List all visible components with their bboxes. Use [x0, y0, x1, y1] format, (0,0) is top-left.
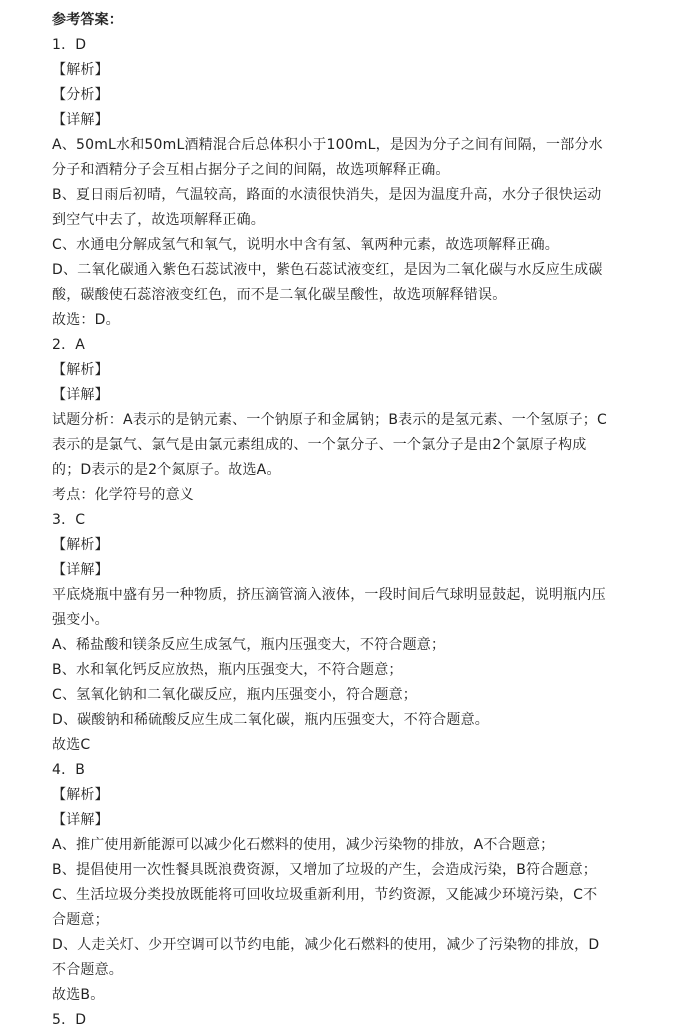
text-line: 不合题意。: [52, 962, 123, 978]
detail-tag: 【详解】: [52, 812, 109, 828]
text-line: 表示的是氯气、氯气是由氯元素组成的、一个氯分子、一个氯分子是由2个氯原子构成: [52, 437, 587, 453]
detail-tag: 【详解】: [52, 112, 109, 128]
text-line: A、推广使用新能源可以减少化石燃料的使用，减少污染物的排放，A不合题意；: [52, 837, 555, 853]
text-line: 试题分析：A表示的是钠元素、一个钠原子和金属钠；B表示的是氢元素、一个氢原子；C: [52, 412, 607, 428]
question-number-4: 4．B: [52, 762, 86, 778]
question-number-5: 5．D: [52, 1012, 87, 1028]
answer-choice: 故选C: [52, 737, 91, 753]
text-line: 考点：化学符号的意义: [52, 487, 194, 503]
detail-tag: 【详解】: [52, 387, 109, 403]
text-line: C、水通电分解成氢气和氧气，说明水中含有氢、氧两种元素，故选项解释正确。: [52, 237, 559, 253]
text-line: 合题意；: [52, 912, 109, 928]
text-line: A、50mL水和50mL酒精混合后总体积小于100mL，是因为分子之间有间隔，一部分水: [52, 137, 603, 153]
text-line: C、生活垃圾分类投放既能将可回收垃圾重新利用，节约资源，又能减少环境污染，C不: [52, 887, 598, 903]
text-line: 到空气中去了，故选项解释正确。: [52, 212, 265, 228]
answers-heading: 参考答案：: [52, 12, 123, 28]
analysis-tag: 【解析】: [52, 787, 109, 803]
text-line: B、提倡使用一次性餐具既浪费资源，又增加了垃圾的产生，会造成污染，B符合题意；: [52, 862, 598, 878]
text-line: D、人走关灯、少开空调可以节约电能，减少化石燃料的使用，减少了污染物的排放，D: [52, 937, 600, 953]
analysis-tag: 【解析】: [52, 62, 109, 78]
text-line: B、水和氧化钙反应放热，瓶内压强变大，不符合题意；: [52, 662, 403, 678]
detail-tag: 【详解】: [52, 562, 109, 578]
analysis-tag: 【解析】: [52, 362, 109, 378]
text-line: 分子和酒精分子会互相占据分子之间的间隔，故选项解释正确。: [52, 162, 450, 178]
question-number-1: 1．D: [52, 37, 87, 53]
analysis-tag: 【分析】: [52, 87, 109, 103]
text-line: 的；D表示的是2个氮原子。故选A。: [52, 462, 281, 478]
text-line: 强变小。: [52, 612, 109, 628]
question-number-3: 3．C: [52, 512, 86, 528]
text-line: A、稀盐酸和镁条反应生成氢气，瓶内压强变大，不符合题意；: [52, 637, 446, 653]
text-line: C、氢氧化钠和二氧化碳反应，瓶内压强变小，符合题意；: [52, 687, 417, 703]
text-line: D、碳酸钠和稀硫酸反应生成二氧化碳，瓶内压强变大，不符合题意。: [52, 712, 489, 728]
answer-choice: 故选B。: [52, 987, 105, 1003]
question-number-2: 2．A: [52, 337, 86, 353]
text-line: D、二氧化碳通入紫色石蕊试液中，紫色石蕊试液变红，是因为二氧化碳与水反应生成碳: [52, 262, 603, 278]
analysis-tag: 【解析】: [52, 537, 109, 553]
text-line: 酸，碳酸使石蕊溶液变红色，而不是二氧化碳呈酸性，故选项解释错误。: [52, 287, 507, 303]
text-line: B、夏日雨后初晴，气温较高，路面的水渍很快消失，是因为温度升高，水分子很快运动: [52, 187, 602, 203]
text-line: 平底烧瓶中盛有另一种物质，挤压滴管滴入液体，一段时间后气球明显鼓起，说明瓶内压: [52, 587, 606, 603]
answer-choice: 故选：D。: [52, 312, 120, 328]
